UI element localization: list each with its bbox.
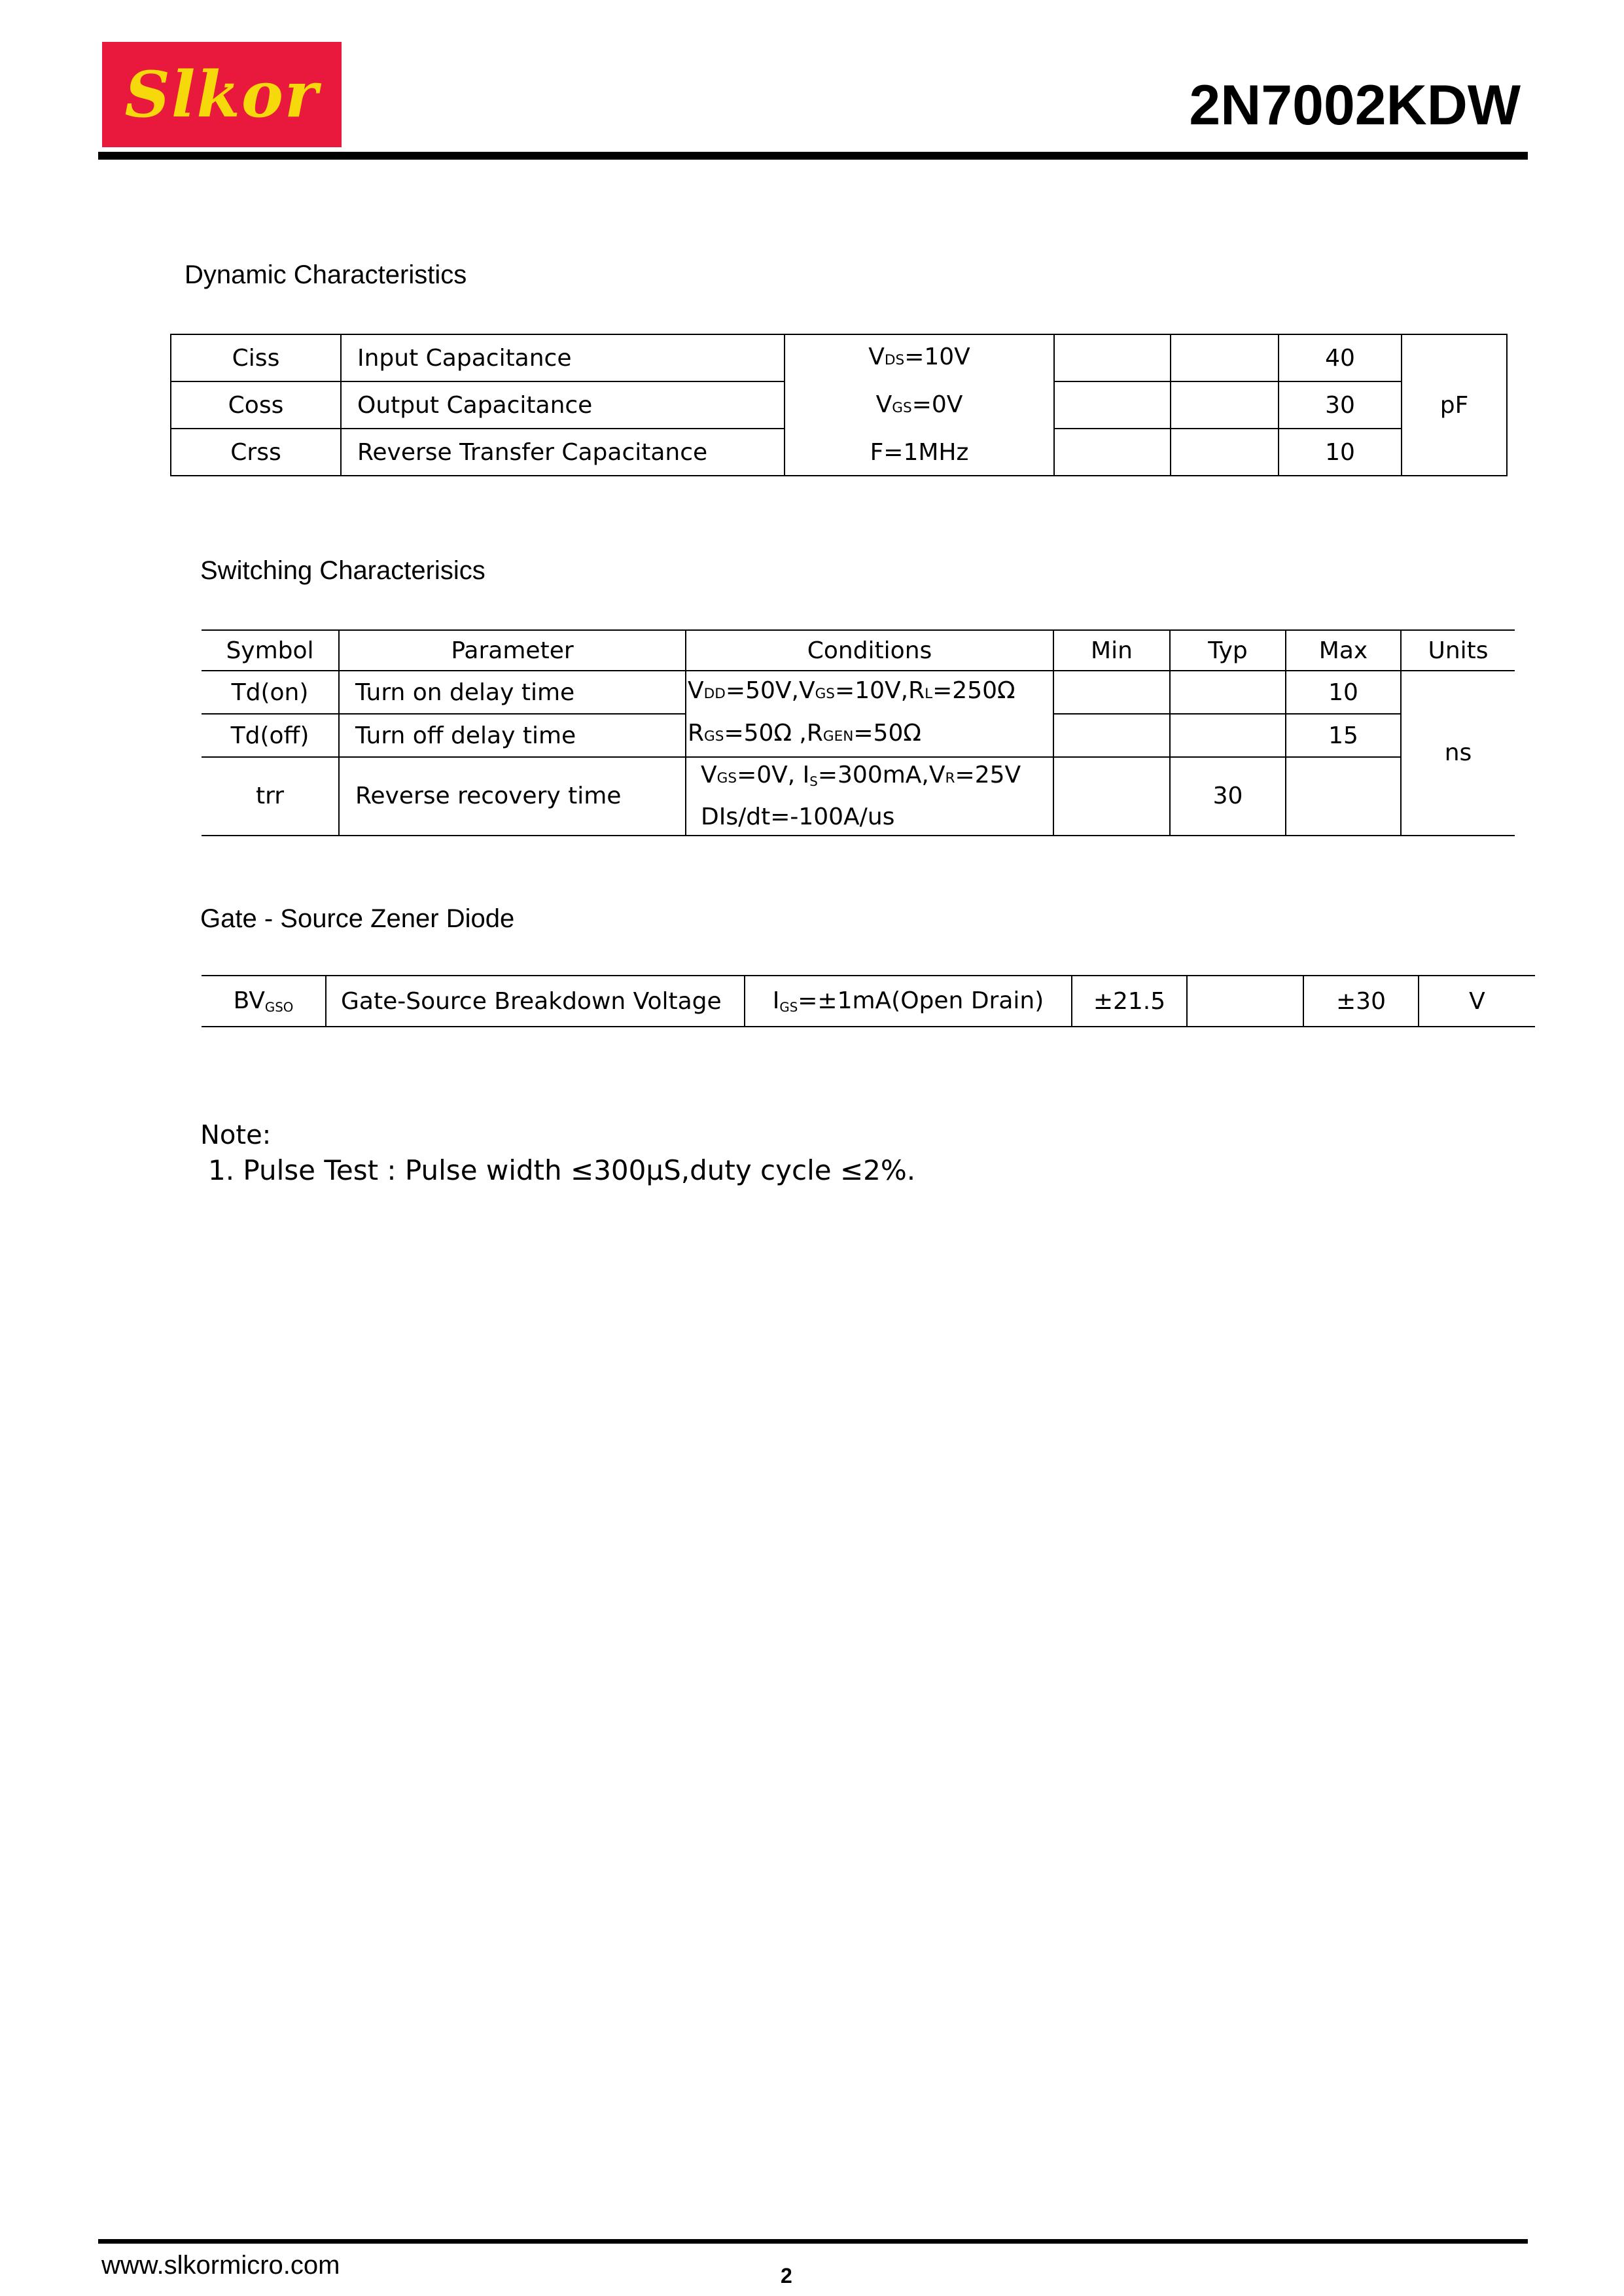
sw-symbol: trr — [202, 757, 339, 836]
zener-conditions: $I_{GS}=\pm 1mA(Open$ Drain) — [745, 976, 1072, 1027]
dyn-typ — [1171, 334, 1279, 381]
col-header-parameter: Parameter — [339, 630, 686, 671]
dyn-unit: pF — [1402, 334, 1507, 476]
sw-typ — [1170, 671, 1286, 714]
sw-max: 10 — [1286, 671, 1401, 714]
zener-table — [202, 975, 1535, 1027]
sw-parameter: Turn off delay time — [339, 714, 686, 757]
zener-max: ±30 — [1303, 976, 1419, 1027]
part-number: 2N7002KDW — [1189, 74, 1521, 137]
table-row — [202, 757, 1515, 836]
sw-min — [1053, 671, 1170, 714]
sw-typ: 30 — [1170, 757, 1286, 836]
col-header-max: Max — [1286, 630, 1401, 671]
note-title: Note: — [200, 1120, 272, 1150]
header-rule — [98, 152, 1528, 160]
zener-symbol: $BV_{GSO}$ — [202, 976, 326, 1027]
dyn-max: 10 — [1279, 429, 1402, 476]
dyn-parameter: Input Capacitance — [341, 334, 785, 381]
sw-parameter: Reverse recovery time — [339, 757, 686, 836]
dyn-min — [1054, 429, 1171, 476]
dyn-max: 30 — [1279, 381, 1402, 429]
dyn-typ — [1171, 429, 1279, 476]
col-header-typ: Typ — [1170, 630, 1286, 671]
zener-title: Gate - Source Zener Diode — [200, 904, 515, 933]
sw-symbol: Td(on) — [202, 671, 339, 714]
col-header-symbol: Symbol — [202, 630, 339, 671]
dynamic-title: Dynamic Characteristics — [185, 260, 467, 289]
table-row — [202, 976, 1535, 1027]
sw-typ — [1170, 714, 1286, 757]
table-row — [171, 334, 1507, 381]
zener-min: ±21.5 — [1072, 976, 1187, 1027]
brand-logo — [102, 42, 342, 147]
dyn-typ — [1171, 381, 1279, 429]
dyn-conditions: VDS=10V VGS=0V F=1MHz — [785, 334, 1054, 476]
table-header-row — [202, 630, 1515, 671]
dynamic-table — [170, 334, 1508, 476]
zener-typ — [1187, 976, 1303, 1027]
col-header-units: Units — [1401, 630, 1515, 671]
zener-unit: V — [1419, 976, 1535, 1027]
sw-conditions: VGS=0V, $I_S=300mA,VR=25V$ DIs/dt=-100A/us — [686, 757, 1053, 836]
dyn-max: 40 — [1279, 334, 1402, 381]
sw-max — [1286, 757, 1401, 836]
switching-title: Switching Characterisics — [200, 556, 485, 585]
sw-parameter: Turn on delay time — [339, 671, 686, 714]
sw-conditions: VDD=50V,VGS=10V,RL=250Ω RGS=50Ω ,RGEN=50Ω — [686, 671, 1053, 757]
table-row — [202, 671, 1515, 714]
sw-symbol: Td(off) — [202, 714, 339, 757]
footer-url[interactable]: www.slkormicro.com — [101, 2251, 340, 2280]
zener-parameter: Gate-Source Breakdown Voltage — [326, 976, 745, 1027]
footer-rule — [98, 2239, 1528, 2244]
note-item: 1. Pulse Test : Pulse width ≤300μS,duty cycle ≤2%. — [208, 1154, 916, 1186]
sw-unit: ns — [1401, 671, 1515, 836]
sw-min — [1053, 714, 1170, 757]
dyn-min — [1054, 381, 1171, 429]
dyn-symbol: Crss — [171, 429, 341, 476]
page-number: 2 — [781, 2264, 792, 2287]
dyn-parameter: Output Capacitance — [341, 381, 785, 429]
switching-table — [202, 629, 1515, 836]
sw-max: 15 — [1286, 714, 1401, 757]
sw-min — [1053, 757, 1170, 836]
brand-logo-text: Slkor — [124, 58, 319, 132]
col-header-conditions: Conditions — [686, 630, 1053, 671]
dyn-symbol: Ciss — [171, 334, 341, 381]
dyn-parameter: Reverse Transfer Capacitance — [341, 429, 785, 476]
dyn-min — [1054, 334, 1171, 381]
col-header-min: Min — [1053, 630, 1170, 671]
dyn-symbol: Coss — [171, 381, 341, 429]
